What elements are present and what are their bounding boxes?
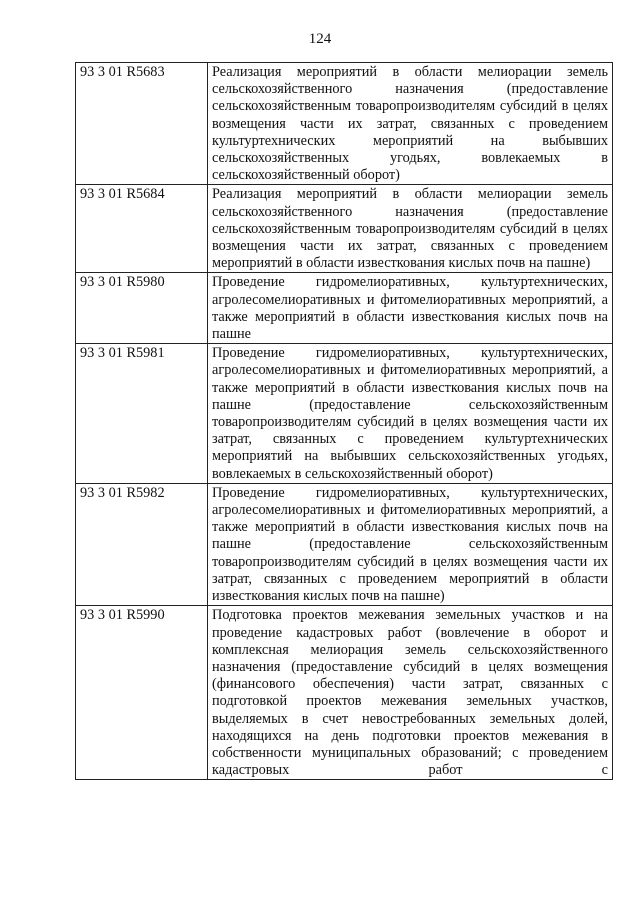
page-number: 124	[308, 31, 332, 47]
budget-code-cell: 93 3 01 R5990	[76, 606, 208, 780]
table-row	[76, 483, 613, 605]
budget-code-cell: 93 3 01 R5981	[76, 344, 208, 484]
budget-code-cell: 93 3 01 R5684	[76, 185, 208, 273]
description-cell: Проведение гидромелиоративных, культуртехнических, агролесомелиоративных и фитомелиоративных мероприятий, а также мероприятий в области известкования кислых почв на пашне (предоставление сельскохозяйственным товаропроизводителям субсидий в целях возмещения части их затрат, связанных с проведением культуртехнических мероприятий на выбывших сельскохозяйственных угодьях, вовлекаемых в сельскохозяйственный оборот)	[208, 344, 613, 484]
table-row	[76, 273, 613, 344]
description-cell: Реализация мероприятий в области мелиорации земель сельскохозяйственного назначения (предоставление сельскохозяйственным товаропроизводителям субсидий в целях возмещения части их затрат, связанных с проведением мероприятий в области известкования кислых почв на пашне)	[208, 185, 613, 273]
table-row	[76, 63, 613, 185]
budget-code-cell: 93 3 01 R5980	[76, 273, 208, 344]
table-row	[76, 606, 613, 780]
budget-code-cell: 93 3 01 R5982	[76, 483, 208, 605]
description-cell: Проведение гидромелиоративных, культуртехнических, агролесомелиоративных и фитомелиоративных мероприятий, а также мероприятий в области известкования кислых почв на пашне (предоставление сельскохозяйственным товаропроизводителям субсидий в целях возмещения части их затрат, связанных с проведением мероприятий в области известкования кислых почв на пашне)	[208, 483, 613, 605]
description-cell: Реализация мероприятий в области мелиорации земель сельскохозяйственного назначения (предоставление сельскохозяйственным товаропроизводителям субсидий в целях возмещения части их затрат, связанных с проведением культуртехнических мероприятий на выбывших сельскохозяйственных угодьях, вовлекаемых в сельскохозяйственный оборот)	[208, 63, 613, 185]
table-row	[76, 344, 613, 484]
description-cell: Проведение гидромелиоративных, культуртехнических, агролесомелиоративных и фитомелиоративных мероприятий, а также мероприятий в области известкования кислых почв на пашне	[208, 273, 613, 344]
table-row	[76, 185, 613, 273]
budget-code-cell: 93 3 01 R5683	[76, 63, 208, 185]
budget-codes-table	[75, 62, 613, 780]
description-cell: Подготовка проектов межевания земельных участков и на проведение кадастровых работ (вовлечение в оборот и комплексная мелиорация земель сельскохозяйственного назначения (предоставление субсидий в целях возмещения (финансового обеспечения) части затрат, связанных с подготовкой проектов межевания земельных участков, выделяемых в счет невостребованных земельных долей, находящихся на день подготовки проектов межевания в собственности муниципальных образований; с проведением кадастровых работ с	[208, 606, 613, 780]
